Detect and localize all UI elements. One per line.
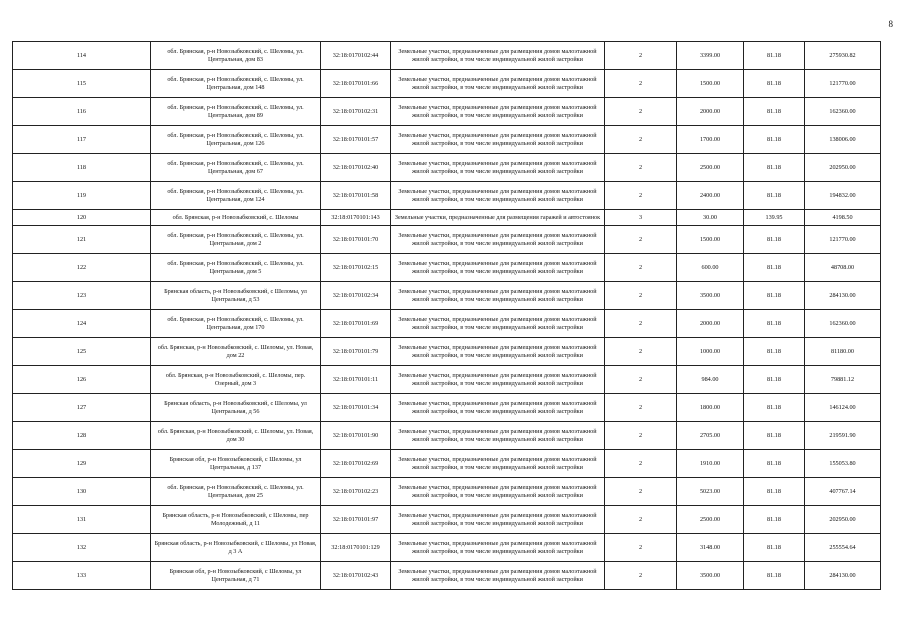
cadastral-value-cell: 284130.00 <box>805 562 881 590</box>
cadastral-number-cell: 32:18:0170102:31 <box>321 98 391 126</box>
cadastral-number-cell: 32:18:0170102:23 <box>321 478 391 506</box>
cadastral-number-cell: 32:18:0170102:69 <box>321 450 391 478</box>
cadastral-number-cell: 32:18:0170102:34 <box>321 282 391 310</box>
cadastral-number-cell: 32:18:0170101:66 <box>321 70 391 98</box>
rate-cell: 81.18 <box>744 366 805 394</box>
row-number: 115 <box>13 70 151 98</box>
cadastral-value-cell: 79881.12 <box>805 366 881 394</box>
land-use-cell: Земельные участки, предназначенные для размещения домов малоэтажной жилой застройки, в том числе индивидуальной жилой застройки <box>391 394 605 422</box>
area-cell: 1500.00 <box>677 70 744 98</box>
area-cell: 3500.00 <box>677 562 744 590</box>
area-cell: 3500.00 <box>677 282 744 310</box>
row-number: 117 <box>13 126 151 154</box>
rate-cell: 81.18 <box>744 534 805 562</box>
address-cell: Брянская обл, р-н Новозыбковский, с Шеломы, ул Центральная, д 137 <box>151 450 321 478</box>
table-row <box>13 450 881 478</box>
cadastral-value-cell: 275930.82 <box>805 42 881 70</box>
rate-cell: 81.18 <box>744 254 805 282</box>
cadastral-value-cell: 202950.00 <box>805 506 881 534</box>
area-cell: 30.00 <box>677 210 744 226</box>
land-use-cell: Земельные участки, предназначенные для размещения домов малоэтажной жилой застройки, в том числе индивидуальной жилой застройки <box>391 506 605 534</box>
group-cell: 2 <box>605 182 677 210</box>
land-use-cell: Земельные участки, предназначенные для размещения домов малоэтажной жилой застройки, в том числе индивидуальной жилой застройки <box>391 254 605 282</box>
area-cell: 5023.00 <box>677 478 744 506</box>
rate-cell: 81.18 <box>744 42 805 70</box>
area-cell: 600.00 <box>677 254 744 282</box>
cadastral-value-cell: 48708.00 <box>805 254 881 282</box>
cadastral-number-cell: 32:18:0170101:57 <box>321 126 391 154</box>
table-row <box>13 506 881 534</box>
area-cell: 1000.00 <box>677 338 744 366</box>
cadastral-value-table <box>12 41 881 590</box>
group-cell: 2 <box>605 422 677 450</box>
row-number: 121 <box>13 226 151 254</box>
group-cell: 2 <box>605 42 677 70</box>
rate-cell: 81.18 <box>744 70 805 98</box>
area-cell: 1700.00 <box>677 126 744 154</box>
table-row <box>13 210 881 226</box>
cadastral-number-cell: 32:18:0170101:58 <box>321 182 391 210</box>
rate-cell: 81.18 <box>744 126 805 154</box>
address-cell: Брянская область, р-н Новозыбковский, с Шеломы, ул Центральная, д 56 <box>151 394 321 422</box>
table-row <box>13 562 881 590</box>
cadastral-value-cell: 202950.00 <box>805 154 881 182</box>
table-row <box>13 42 881 70</box>
group-cell: 2 <box>605 450 677 478</box>
row-number: 128 <box>13 422 151 450</box>
land-use-cell: Земельные участки, предназначенные для размещения гаражей и автостоянок <box>391 210 605 226</box>
row-number: 123 <box>13 282 151 310</box>
rate-cell: 81.18 <box>744 450 805 478</box>
rate-cell: 81.18 <box>744 226 805 254</box>
row-number: 133 <box>13 562 151 590</box>
cadastral-number-cell: 32:18:0170101:129 <box>321 534 391 562</box>
group-cell: 2 <box>605 70 677 98</box>
cadastral-value-cell: 162360.00 <box>805 98 881 126</box>
group-cell: 2 <box>605 338 677 366</box>
address-cell: обл. Брянская, р-н Новозыбковский, с. Шеломы, ул. Центральная, дом 89 <box>151 98 321 126</box>
cadastral-number-cell: 32:18:0170102:43 <box>321 562 391 590</box>
rate-cell: 81.18 <box>744 154 805 182</box>
address-cell: обл. Брянская, р-н Новозыбковский, с. Шеломы, ул. Новая, дом 22 <box>151 338 321 366</box>
address-cell: Брянская обл, р-н Новозыбковский, с Шеломы, ул Центральная, д 71 <box>151 562 321 590</box>
page-number: 8 <box>888 19 893 29</box>
area-cell: 1910.00 <box>677 450 744 478</box>
cadastral-number-cell: 32:18:0170101:69 <box>321 310 391 338</box>
rate-cell: 81.18 <box>744 422 805 450</box>
row-number: 118 <box>13 154 151 182</box>
land-use-cell: Земельные участки, предназначенные для размещения домов малоэтажной жилой застройки, в том числе индивидуальной жилой застройки <box>391 534 605 562</box>
row-number: 125 <box>13 338 151 366</box>
row-number: 127 <box>13 394 151 422</box>
table-row <box>13 154 881 182</box>
land-use-cell: Земельные участки, предназначенные для размещения домов малоэтажной жилой застройки, в том числе индивидуальной жилой застройки <box>391 310 605 338</box>
group-cell: 2 <box>605 226 677 254</box>
address-cell: обл. Брянская, р-н Новозыбковский, с. Шеломы, пер. Озерный, дом 3 <box>151 366 321 394</box>
cadastral-number-cell: 32:18:0170101:70 <box>321 226 391 254</box>
area-cell: 984.00 <box>677 366 744 394</box>
address-cell: обл. Брянская, р-н Новозыбковский, с. Шеломы, ул. Центральная, дом 5 <box>151 254 321 282</box>
address-cell: обл. Брянская, р-н Новозыбковский, с. Шеломы, ул. Центральная, дом 67 <box>151 154 321 182</box>
address-cell: Брянская область, р-н Новозыбковский, с Шеломы, пер Молодежный, д 11 <box>151 506 321 534</box>
row-number: 130 <box>13 478 151 506</box>
land-use-cell: Земельные участки, предназначенные для размещения домов малоэтажной жилой застройки, в том числе индивидуальной жилой застройки <box>391 42 605 70</box>
rate-cell: 81.18 <box>744 282 805 310</box>
cadastral-value-cell: 146124.00 <box>805 394 881 422</box>
cadastral-value-cell: 219591.90 <box>805 422 881 450</box>
cadastral-value-cell: 4198.50 <box>805 210 881 226</box>
group-cell: 2 <box>605 506 677 534</box>
table-row <box>13 338 881 366</box>
group-cell: 2 <box>605 126 677 154</box>
land-use-cell: Земельные участки, предназначенные для размещения домов малоэтажной жилой застройки, в том числе индивидуальной жилой застройки <box>391 478 605 506</box>
table-row <box>13 70 881 98</box>
table-row <box>13 478 881 506</box>
table-row <box>13 366 881 394</box>
group-cell: 2 <box>605 534 677 562</box>
address-cell: обл. Брянская, р-н Новозыбковский, с. Шеломы, ул. Центральная, дом 25 <box>151 478 321 506</box>
land-use-cell: Земельные участки, предназначенные для размещения домов малоэтажной жилой застройки, в том числе индивидуальной жилой застройки <box>391 282 605 310</box>
group-cell: 2 <box>605 254 677 282</box>
area-cell: 2400.00 <box>677 182 744 210</box>
land-use-cell: Земельные участки, предназначенные для размещения домов малоэтажной жилой застройки, в том числе индивидуальной жилой застройки <box>391 338 605 366</box>
cadastral-value-cell: 407767.14 <box>805 478 881 506</box>
table-row <box>13 126 881 154</box>
address-cell: Брянская область, р-н Новозыбковский, с Шеломы, ул Новая, д 3 А <box>151 534 321 562</box>
area-cell: 3148.00 <box>677 534 744 562</box>
row-number: 132 <box>13 534 151 562</box>
land-use-cell: Земельные участки, предназначенные для размещения домов малоэтажной жилой застройки, в том числе индивидуальной жилой застройки <box>391 126 605 154</box>
table-row <box>13 98 881 126</box>
rate-cell: 81.18 <box>744 506 805 534</box>
cadastral-number-cell: 32:18:0170101:11 <box>321 366 391 394</box>
cadastral-number-cell: 32:18:0170101:79 <box>321 338 391 366</box>
row-number: 129 <box>13 450 151 478</box>
cadastral-number-cell: 32:18:0170102:15 <box>321 254 391 282</box>
table-row <box>13 254 881 282</box>
rate-cell: 81.18 <box>744 310 805 338</box>
cadastral-value-cell: 155053.80 <box>805 450 881 478</box>
cadastral-value-cell: 81180.00 <box>805 338 881 366</box>
land-use-cell: Земельные участки, предназначенные для размещения домов малоэтажной жилой застройки, в том числе индивидуальной жилой застройки <box>391 70 605 98</box>
address-cell: обл. Брянская, р-н Новозыбковский, с. Шеломы, ул. Центральная, дом 126 <box>151 126 321 154</box>
address-cell: обл. Брянская, р-н Новозыбковский, с. Шеломы <box>151 210 321 226</box>
row-number: 131 <box>13 506 151 534</box>
area-cell: 2500.00 <box>677 506 744 534</box>
row-number: 114 <box>13 42 151 70</box>
group-cell: 2 <box>605 366 677 394</box>
row-number: 124 <box>13 310 151 338</box>
table-row <box>13 422 881 450</box>
group-cell: 2 <box>605 394 677 422</box>
area-cell: 2705.00 <box>677 422 744 450</box>
table-row <box>13 182 881 210</box>
rate-cell: 81.18 <box>744 478 805 506</box>
cadastral-number-cell: 32:18:0170102:40 <box>321 154 391 182</box>
rate-cell: 81.18 <box>744 562 805 590</box>
row-number: 119 <box>13 182 151 210</box>
land-use-cell: Земельные участки, предназначенные для размещения домов малоэтажной жилой застройки, в том числе индивидуальной жилой застройки <box>391 182 605 210</box>
cadastral-value-cell: 121770.00 <box>805 226 881 254</box>
group-cell: 2 <box>605 562 677 590</box>
rate-cell: 81.18 <box>744 98 805 126</box>
address-cell: обл. Брянская, р-н Новозыбковский, с. Шеломы, ул. Центральная, дом 2 <box>151 226 321 254</box>
row-number: 122 <box>13 254 151 282</box>
rate-cell: 81.18 <box>744 394 805 422</box>
address-cell: обл. Брянская, р-н Новозыбковский, с. Шеломы, ул. Новая, дом 30 <box>151 422 321 450</box>
row-number: 116 <box>13 98 151 126</box>
area-cell: 1500.00 <box>677 226 744 254</box>
land-use-cell: Земельные участки, предназначенные для размещения домов малоэтажной жилой застройки, в том числе индивидуальной жилой застройки <box>391 226 605 254</box>
address-cell: Брянская область, р-н Новозыбковский, с Шеломы, ул Центральная, д 53 <box>151 282 321 310</box>
group-cell: 3 <box>605 210 677 226</box>
group-cell: 2 <box>605 154 677 182</box>
area-cell: 2000.00 <box>677 310 744 338</box>
cadastral-number-cell: 32:18:0170101:34 <box>321 394 391 422</box>
table-row <box>13 534 881 562</box>
table-row <box>13 394 881 422</box>
table-row <box>13 282 881 310</box>
address-cell: обл. Брянская, р-н Новозыбковский, с. Шеломы, ул. Центральная, дом 124 <box>151 182 321 210</box>
area-cell: 2500.00 <box>677 154 744 182</box>
table-row <box>13 310 881 338</box>
group-cell: 2 <box>605 310 677 338</box>
cadastral-value-cell: 162360.00 <box>805 310 881 338</box>
cadastral-number-cell: 32:18:0170101:90 <box>321 422 391 450</box>
land-use-cell: Земельные участки, предназначенные для размещения домов малоэтажной жилой застройки, в том числе индивидуальной жилой застройки <box>391 98 605 126</box>
cadastral-value-cell: 284130.00 <box>805 282 881 310</box>
rate-cell: 139.95 <box>744 210 805 226</box>
group-cell: 2 <box>605 98 677 126</box>
area-cell: 2000.00 <box>677 98 744 126</box>
land-use-cell: Земельные участки, предназначенные для размещения домов малоэтажной жилой застройки, в том числе индивидуальной жилой застройки <box>391 422 605 450</box>
cadastral-value-cell: 138006.00 <box>805 126 881 154</box>
land-use-cell: Земельные участки, предназначенные для размещения домов малоэтажной жилой застройки, в том числе индивидуальной жилой застройки <box>391 450 605 478</box>
address-cell: обл. Брянская, р-н Новозыбковский, с. Шеломы, ул. Центральная, дом 170 <box>151 310 321 338</box>
cadastral-number-cell: 32:18:0170101:97 <box>321 506 391 534</box>
address-cell: обл. Брянская, р-н Новозыбковский, с. Шеломы, ул. Центральная, дом 148 <box>151 70 321 98</box>
rate-cell: 81.18 <box>744 182 805 210</box>
land-use-cell: Земельные участки, предназначенные для размещения домов малоэтажной жилой застройки, в том числе индивидуальной жилой застройки <box>391 562 605 590</box>
cadastral-value-cell: 121770.00 <box>805 70 881 98</box>
area-cell: 1800.00 <box>677 394 744 422</box>
address-cell: обл. Брянская, р-н Новозыбковский, с. Шеломы, ул. Центральная, дом 83 <box>151 42 321 70</box>
cadastral-value-cell: 194832.00 <box>805 182 881 210</box>
land-use-cell: Земельные участки, предназначенные для размещения домов малоэтажной жилой застройки, в том числе индивидуальной жилой застройки <box>391 154 605 182</box>
group-cell: 2 <box>605 478 677 506</box>
row-number: 126 <box>13 366 151 394</box>
cadastral-number-cell: 32:18:0170102:44 <box>321 42 391 70</box>
area-cell: 3399.00 <box>677 42 744 70</box>
row-number: 120 <box>13 210 151 226</box>
rate-cell: 81.18 <box>744 338 805 366</box>
table-body <box>13 42 881 590</box>
cadastral-number-cell: 32:18:0170101:143 <box>321 210 391 226</box>
group-cell: 2 <box>605 282 677 310</box>
cadastral-value-cell: 255554.64 <box>805 534 881 562</box>
table-row <box>13 226 881 254</box>
land-use-cell: Земельные участки, предназначенные для размещения домов малоэтажной жилой застройки, в том числе индивидуальной жилой застройки <box>391 366 605 394</box>
